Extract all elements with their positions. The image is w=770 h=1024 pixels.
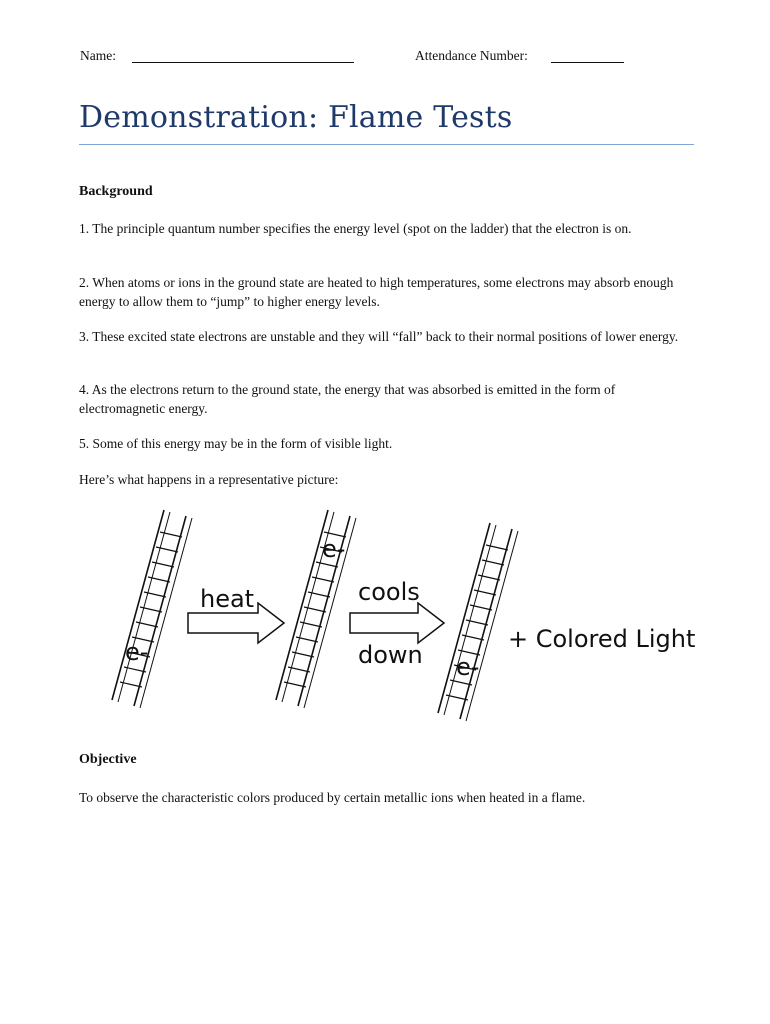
electron-label-1: e-	[125, 638, 149, 666]
attendance-number-label: Attendance Number:	[415, 48, 528, 63]
background-item-1: 1. The principle quantum number specifies the energy level (spot on the ladder) that the electron is on.	[79, 221, 632, 236]
background-item-2: 2. When atoms or ions in the ground state are heated to high temperatures, some electrons may absorb enough energy to allow them to “jump” to higher energy levels.	[79, 275, 674, 309]
electron-label-2: e-	[322, 535, 346, 563]
picture-intro: Here’s what happens in a representative picture:	[79, 472, 339, 487]
objective-heading: Objective	[79, 752, 137, 767]
page-title: Demonstration: Flame Tests	[79, 100, 513, 135]
ladder-icon	[438, 523, 518, 721]
cools-label: cools	[358, 578, 420, 606]
heat-label: heat	[200, 585, 255, 613]
background-item-3: 3. These excited state electrons are unstable and they will “fall” back to their normal positions of lower energy.	[79, 329, 679, 344]
down-label: down	[358, 641, 423, 669]
energy-ladder-diagram	[100, 505, 700, 730]
name-blank-line[interactable]	[132, 62, 354, 63]
background-item-4: 4. As the electrons return to the ground state, the energy that was absorbed is emitted in the form of electromagnetic energy.	[79, 382, 616, 416]
ladder-icon	[112, 510, 192, 708]
right-arrow-icon	[350, 603, 444, 643]
objective-text: To observe the characteristic colors produced by certain metallic ions when heated in a flame.	[79, 790, 586, 805]
attendance-number-blank-line[interactable]	[551, 62, 624, 63]
background-heading: Background	[79, 184, 153, 199]
title-divider	[79, 144, 694, 145]
colored-light-label: + Colored Light	[508, 625, 696, 653]
background-item-5: 5. Some of this energy may be in the form of visible light.	[79, 436, 393, 451]
electron-label-3: e-	[456, 653, 480, 681]
name-label: Name:	[80, 48, 116, 63]
